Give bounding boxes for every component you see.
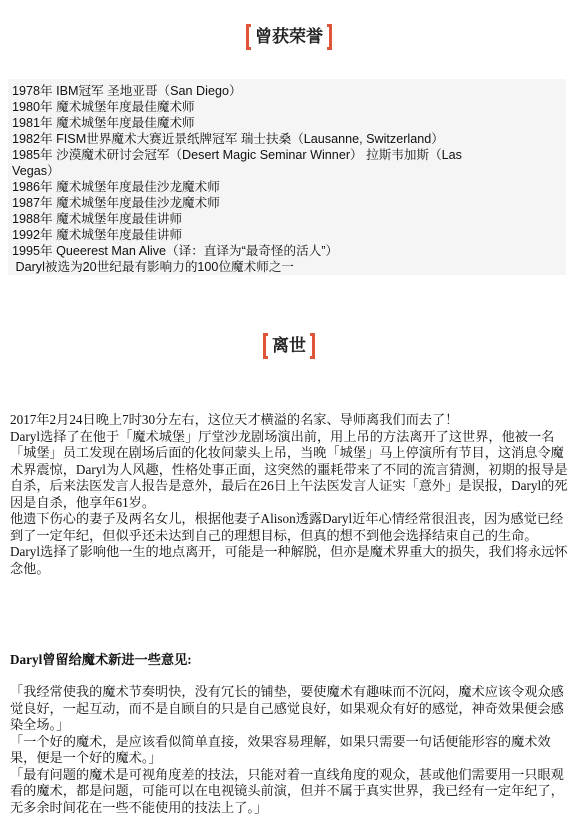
death-paragraph: Daryl选择了在他于「魔术城堡」厅堂沙龙剧场演出前，用上吊的方法离开了这世界，他被一名「城堡」员工发现在剧场后面的化妆间蒙头上吊，当晚「城堡」马上停演所有节目，这消息令魔术界震惊，Daryl为人风趣，性格处事正面，这突然的噩耗带来了不同的流言猜测，初期的报导是自杀，后来法医发言人报告是意外，最后在26日上午法医发言人证实「意外」是误报，Daryl的死因是自杀，他享年61岁。 (10, 428, 568, 510)
honors-item: Vegas） (12, 164, 60, 178)
honors-item: 1986年 魔术城堡年度最佳沙龙魔术师 (12, 180, 220, 194)
advice-quote: 「最有问题的魔术是可视角度差的技法，只能对着一直线角度的观众，甚或他们需要用一只眼观看的魔术，都是问题，可能可以在电视镜头前演，但并不属于真实世界，我已经有一定年纪了，无多余时间花在一些不能使用的技法上了。」 (10, 766, 564, 815)
advice-quote: 「一个好的魔术，是应该看似简单直接，效果容易理解，如果只需要一句话便能形容的魔术效果，便是一个好的魔术。」 (10, 733, 551, 765)
honors-item: 1978年 IBM冠军 圣地亚哥（San Diego） (12, 84, 242, 98)
honors-item: 1982年 FISM世界魔术大赛近景纸牌冠军 瑞士扶桑（Lausanne, Switzerland） (12, 132, 444, 146)
honors-item: Daryl被选为20世纪最有影响力的100位魔术师之一 (12, 260, 295, 274)
honors-item: 1981年 魔术城堡年度最佳魔术师 (12, 116, 195, 130)
death-paragraph: Daryl选择了影响他一生的地点离开，可能是一种解脱，但亦是魔术界重大的损失，我们将永远怀念他。 (10, 544, 568, 576)
honors-heading: 曾获荣誉 (248, 24, 330, 50)
death-paragraph: 2017年2月24日晚上7时30分左右，这位天才横溢的名家、导师离我们而去了！ (10, 412, 459, 427)
honors-item: 1995年 Queerest Man Alive（译：直译为“最奇怪的活人”） (12, 244, 339, 258)
advice-quotes (10, 684, 568, 816)
honors-item: 1985年 沙漠魔术研讨会冠军（Desert Magic Seminar Winner） 拉斯韦加斯（Las (12, 148, 462, 162)
honors-list (8, 79, 566, 275)
death-heading: 离世 (265, 333, 313, 359)
honors-item: 1980年 魔术城堡年度最佳魔术师 (12, 100, 195, 114)
advice-quote: 「我经常使我的魔术节奏明快，没有冗长的铺垫，要使魔术有趣味而不沉闷，魔术应该令观众感觉良好，一起互动，而不是自顾自的只是自己感觉良好，如果观众有好的感觉，神奇效果便会感染全场。」 (10, 684, 564, 732)
death-body (10, 412, 568, 577)
honors-item: 1988年 魔术城堡年度最佳讲师 (12, 212, 183, 226)
honors-heading-wrap (0, 24, 578, 50)
death-heading-wrap (0, 333, 578, 359)
honors-item: 1992年 魔术城堡年度最佳讲师 (12, 228, 183, 242)
advice-title: Daryl曾留给魔术新进一些意见: (10, 652, 192, 667)
death-paragraph: 他遗下伤心的妻子及两名女儿，根据他妻子Alison透露Daryl近年心情经常很沮丧，因为感觉已经到了一定年纪，但似乎还未达到自己的理想目标，但真的想不到他会选择结束自己的生命。 (10, 511, 564, 543)
honors-item: 1987年 魔术城堡年度最佳沙龙魔术师 (12, 196, 220, 210)
